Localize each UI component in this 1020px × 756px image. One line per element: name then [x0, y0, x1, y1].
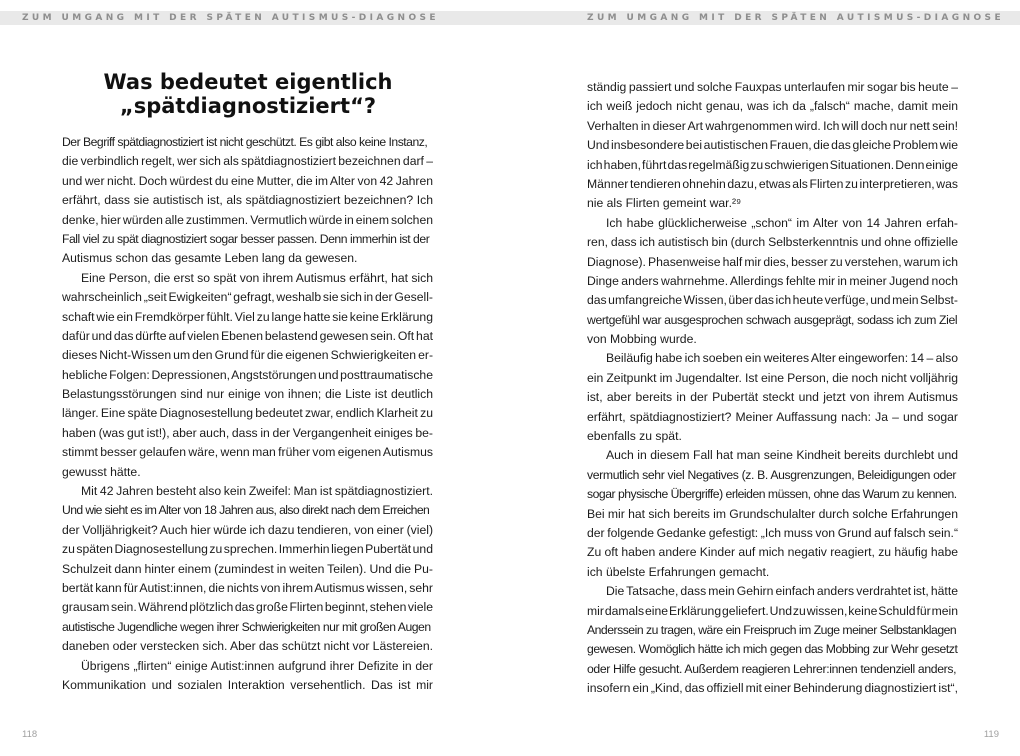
text-line: insofern ein „Kind, das offiziell mit einer Behinderung diagnostiziert ist“, [587, 681, 958, 696]
text-line: autistische Jugendliche wegen ihrer Schwierigkeiten nur mit großen Augen [62, 619, 431, 634]
text-line: nie als Flirten gemeint war.²⁹ [587, 196, 742, 211]
text-line: Autismus schon das gesamte Leben lang da gewesen. [62, 251, 358, 266]
text-line: wahrscheinlich „seit Ewigkeiten“ gefragt, weshalb sie sich in der Gesell- [62, 290, 433, 305]
text-line: länger. Eine späte Diagnosestellung bedeutet zwar, endlich Klarheit zu [62, 406, 433, 421]
chapter-title [62, 70, 434, 118]
text-line: Bei mir hat sich bereits im Grundschulalter durch solche Erfahrungen [587, 506, 958, 521]
text-line: zu späten Diagnosestellung zu sprechen. Immerhin liegen Pubertät und [62, 542, 433, 557]
text-line: ich weiß jedoch nicht genau, was ich da „falsch“ mache, damit mein [587, 99, 958, 114]
text-line: Eine Person, die erst so spät von ihrem Autismus erfährt, hat sich [81, 270, 433, 285]
text-line: Beiläufig habe ich soeben ein weiteres Alter eingeworfen: 14 – also [606, 351, 958, 366]
text-line: Zu oft haben andere Kinder auf mich negativ reagiert, zu häufig habe [587, 545, 958, 560]
text-line: erfährt, spätdiagnostiziert? Meiner Auffassung nach: Ja – und sogar [587, 409, 958, 424]
text-line: ständig passiert und solche Fauxpas unterlaufen mir sogar bis heute – [587, 80, 958, 94]
text-line: ist, aber bereits in der Pubertät steckt und jetzt von ihrem Autismus [587, 390, 958, 405]
text-line: der Volljährigkeit? Auch hier würde ich dazu tendieren, von einer (viel) [62, 522, 433, 537]
text-line: ich übelste Erfahrungen gemacht. [587, 564, 770, 579]
text-line: schaft wie ein Fremdkörper fühlt. Viel zu lange hatte sie keine Erklärung [62, 309, 433, 324]
text-line: gewesen. Womöglich hätte ich mich gegen das Mobbing zur Wehr gesetzt [587, 642, 958, 657]
text-line: Ich habe glücklicherweise „schon“ im Alter von 14 Jahren erfah- [606, 215, 958, 230]
title-line: „spätdiagnostiziert“? [119, 94, 377, 118]
running-head: ZUM UMGANG MIT DER SPÄTEN AUTISMUS-DIAGNOSE [0, 11, 510, 25]
text-line: ebenfalls zu spät. [587, 429, 682, 444]
text-line: Übrigens „flirten“ einige Autist:innen aufgrund ihrer Defizite in der [81, 658, 433, 673]
text-line: der folgende Gedanke gefestigt: „Ich muss von Grund auf falsch sein.“ [587, 525, 958, 540]
text-line: Kommunikation und sozialen Interaktion versehentlich. Das ist mir [62, 677, 433, 692]
text-line: Die Tatsache, dass mein Gehirn einfach anders verdrahtet ist, hätte [606, 584, 958, 599]
text-line: stimmt besser gelaufen wäre, wenn man früher vom eigenen Autismus [62, 445, 433, 460]
body-text [587, 78, 958, 699]
text-line: gewusst hätte. [62, 464, 141, 479]
text-line: sogar physische Übergriffe) erleiden müssen, ohne das Warum zu kennen. [587, 487, 957, 502]
text-line: Der Begriff spätdiagnostiziert ist nicht geschützt. Es gibt also keine Instanz, [62, 135, 428, 149]
text-line: Männer tendieren ohnehin dazu, etwas als Flirten zu interpretieren, was [587, 176, 958, 191]
text-line: mir damals eine Erklärung geliefert. Und zu wissen, keine Schuld für mein [587, 603, 958, 618]
text-line: haben (was gut ist!), aber auch, dass in der Vergangenheit einiges be- [62, 425, 433, 440]
text-line: das umfangreiche Wissen, über das ich heute verfüge, und mein Selbst- [587, 293, 958, 308]
text-line: die verbindlich regelt, wer sich als spätdiagnostiziert bezeichnen darf – [62, 154, 433, 169]
text-line: Mit 42 Jahren besteht also kein Zweifel: Man ist spätdiagnostiziert. [81, 484, 433, 499]
text-line: Dinge anders wahrnehme. Allerdings fehlte mir in meiner Jugend noch [587, 273, 958, 288]
page-number: 119 [983, 729, 999, 740]
text-line: denke, hier würden alle zustimmen. Vermutlich würde in einem solchen [62, 212, 433, 227]
text-line: Fall viel zu spät diagnostiziert sogar besser passen. Denn immerhin ist der [62, 231, 430, 246]
text-line: und wer nicht. Doch würdest du eine Mutter, die im Alter von 42 Jahren [62, 173, 433, 188]
text-line: vermutlich sehr viel Negatives (z. B. Ausgrenzungen, Beleidigungen oder [587, 467, 957, 482]
text-line: ren, dass ich autistisch bin (durch Selbsterkenntnis und ohne offizielle [587, 235, 958, 250]
text-line: Anderssein zu tragen, wäre ein Freispruch im Zuge meiner Selbstanklagen [587, 622, 957, 637]
text-line: von Mobbing wurde. [587, 332, 697, 347]
body-text [62, 133, 433, 695]
title-line: Was bedeutet eigentlich [103, 70, 393, 94]
text-line: bertät kann für Autist:innen, die nichts von ihrem Autismus wissen, sehr [62, 580, 433, 595]
text-line: wertgefühl war ausgesprochen schwach ausgeprägt, sodass ich zum Ziel [587, 312, 958, 327]
right-page [510, 0, 1020, 756]
text-line: Belastungsstörungen sind nur einige von ihnen; die Liste ist deutlich [62, 387, 433, 402]
text-line: Verhalten in dieser Art wahrgenommen wird. Ich will doch nur nett sein! [587, 118, 958, 133]
text-line: oder Hilfe gesucht. Außerdem reagieren Lehrer:innen tendenziell anders, [587, 661, 957, 676]
text-line: erfährt, dass sie autistisch ist, als spätdiagnostiziert bezeichnen? Ich [62, 193, 433, 208]
text-line: daneben oder verstecken sich. Aber das schützt nicht vor Lästereien. [62, 639, 433, 654]
text-line: Und wie sieht es im Alter von 18 Jahren aus, also direkt nach dem Erreichen [62, 503, 430, 518]
text-line: Diagnose). Phasenweise half mir dies, besser zu verstehen, warum ich [587, 254, 958, 269]
text-line: ich haben, führt das regelmäßig zu schwierigen Situationen. Denn einige [587, 157, 958, 172]
text-line: dafür und das dürfte auf vielen Ebenen belastend gewesen sein. Oft hat [62, 328, 433, 343]
running-head: ZUM UMGANG MIT DER SPÄTEN AUTISMUS-DIAGNOSE [510, 11, 1020, 25]
text-line: Schulzeit dann hinter einem (zumindest in weiten Teilen). Und die Pu- [62, 561, 433, 576]
text-line: Auch in diesem Fall hat man seine Kindheit bereits durchlebt und [606, 448, 958, 463]
page-number: 118 [22, 729, 38, 740]
text-line: grausam sein. Während plötzlich das große Flirten beginnt, stehen viele [62, 600, 433, 615]
text-line: Und insbesondere bei autistischen Frauen, die das gleiche Problem wie [587, 138, 958, 153]
text-line: hebliche Folgen: Depressionen, Angststörungen und posttraumatische [62, 367, 433, 382]
text-line: ein Zeitpunkt im Jugendalter. Ist eine Person, die noch nicht volljährig [587, 370, 958, 385]
text-line: dieses Nicht-Wissen um den Grund für die eigenen Schwierigkeiten er- [62, 348, 433, 363]
